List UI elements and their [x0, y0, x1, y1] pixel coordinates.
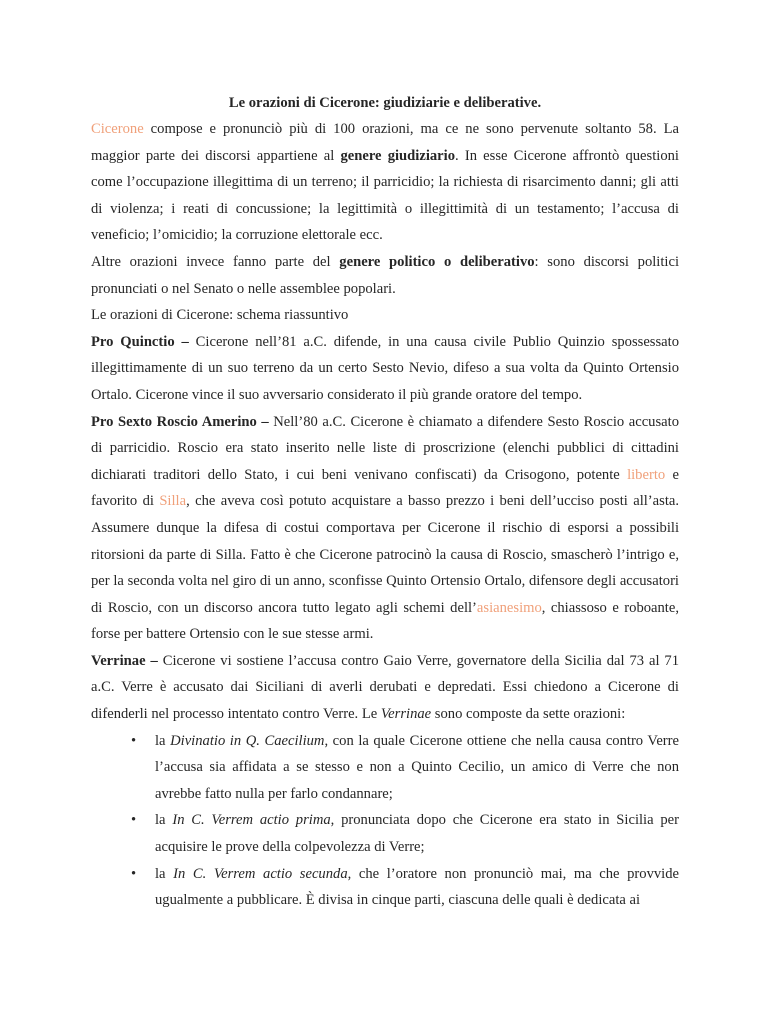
- list-item: [91, 861, 679, 914]
- list-item-post: , con la quale Cicerone ottiene che nella causa contro Verre l’accusa sia affidata a se stesso e non a Quinto Cecilio, un amico di Verre che non avrebbe fatto nulla per farlo condannare;: [155, 732, 679, 802]
- schema-heading: Le orazioni di Cicerone: schema riassuntivo: [91, 307, 349, 324]
- verrinae-list: [91, 728, 679, 914]
- pro-sexto-title: Pro Sexto Roscio Amerino –: [91, 413, 274, 430]
- list-item-post: , che l’oratore non pronunciò mai, ma che provvide ugualmente a pubblicare. È divisa in cinque parti, ciascuna delle quali è dedicata ai: [155, 865, 679, 909]
- pro-sexto-text-2: e favorito di: [91, 466, 679, 510]
- altre-text-1: Altre orazioni invece fanno parte del: [91, 253, 340, 270]
- bullet-icon: •: [131, 812, 137, 829]
- verrinae-paragraph: [91, 648, 679, 728]
- pro-sexto-text-3: , che aveva così potuto acquistare a basso prezzo i beni dell’ucciso posti all’asta. Assumere dunque la difesa di costui comportava per Cicerone il rischio di esporsi a possibili ritorsioni da parte di Silla. Fatto è che Cicerone patrocinò la causa di Roscio, smascherò l’intrigo e, per la seconda volta nel giro di un anno, sconfisse Quinto Ortensio Ortalo, difensore degli accusatori di Roscio, con un discorso ancora tutto legato agli schemi dell’: [91, 493, 679, 616]
- link-liberto[interactable]: liberto: [627, 466, 666, 483]
- intro-text-1: compose e pronunciò più di 100 orazioni, ma ce ne sono pervenute soltanto 58. La maggior parte dei discorsi appartiene al: [91, 121, 679, 164]
- altre-bold-genere: genere politico o deliberativo: [339, 253, 535, 270]
- altre-paragraph: [91, 249, 679, 302]
- verrinae-title: Verrinae –: [91, 652, 163, 669]
- verrinae-italic: Verrinae: [380, 706, 432, 723]
- list-item: [91, 728, 679, 808]
- document-page: [91, 92, 679, 914]
- list-item-italic: In C. Verrem actio prima: [172, 812, 331, 829]
- altre-text-2: : sono discorsi politici pronunciati o nel Senato o nelle assemblee popolari.: [91, 253, 680, 297]
- list-item-pre: la: [155, 812, 173, 829]
- pro-quinctio-title: Pro Quinctio –: [91, 333, 196, 350]
- bullet-icon: •: [131, 865, 137, 882]
- list-item-italic: In C. Verrem actio secunda: [173, 865, 348, 882]
- link-asianesimo[interactable]: asianesimo: [476, 599, 542, 616]
- list-item-pre: la: [155, 732, 171, 749]
- document-title: Le orazioni di Cicerone: giudiziarie e deliberative.: [228, 95, 542, 111]
- pro-sexto-text-4: , chiassoso e roboante, forse per battere Ortensio con le sue stesse armi.: [91, 599, 679, 643]
- list-item: [91, 807, 679, 860]
- pro-quinctio-text: Cicerone nell’81 a.C. difende, in una causa civile Publio Quinzio spossessato illegittimamente di un suo terreno da un certo Sesto Nevio, difeso a sua volta da Quinto Ortensio Ortalo. Cicerone vince il suo avversario considerato il più grande oratore del tempo.: [91, 333, 679, 403]
- verrinae-text-2: sono composte da sette orazioni:: [431, 706, 626, 723]
- intro-paragraph: [91, 116, 679, 249]
- pro-sexto-text-1: Nell’80 a.C. Cicerone è chiamato a difendere Sesto Roscio accusato di parricidio. Roscio era stato inserito nelle liste di proscrizione (elenchi pubblici di cittadini dichiarati traditori dello Stato, i cui beni venivano confiscati) da Crisogono, potente: [91, 413, 679, 483]
- bullet-icon: •: [131, 732, 137, 749]
- list-item-italic: Divinatio in Q. Caecilium: [170, 732, 325, 749]
- list-item-post: , pronunciata dopo che Cicerone era stato in Sicilia per acquisire le prove della colpevolezza di Verre;: [155, 812, 679, 856]
- pro-quinctio-paragraph: [91, 329, 679, 409]
- list-item-pre: la: [155, 865, 174, 882]
- intro-text-2: . In esse Cicerone affrontò questioni come l’occupazione illegittima di un terreno; il parricidio; la richiesta di risarcimento danni; gli atti di violenza; i reati di concussione; la legittimità o illegittimità di un testamento; l’accusa di veneficio; l’omicidio; la corruzione elettorale ecc.: [91, 147, 679, 244]
- pro-sexto-paragraph: [91, 409, 679, 648]
- intro-bold-genere: genere giudiziario: [340, 147, 455, 164]
- verrinae-text-1: Cicerone vi sostiene l’accusa contro Gaio Verre, governatore della Sicilia dal 73 al 71 a.C. Verre è accusato dai Siciliani di averli derubati e depredati. Essi chiedono a Cicerone di difenderli nel processo intentato contro Verre. Le: [91, 652, 680, 723]
- link-cicerone[interactable]: Cicerone: [91, 121, 144, 137]
- link-silla[interactable]: Silla: [159, 493, 187, 510]
